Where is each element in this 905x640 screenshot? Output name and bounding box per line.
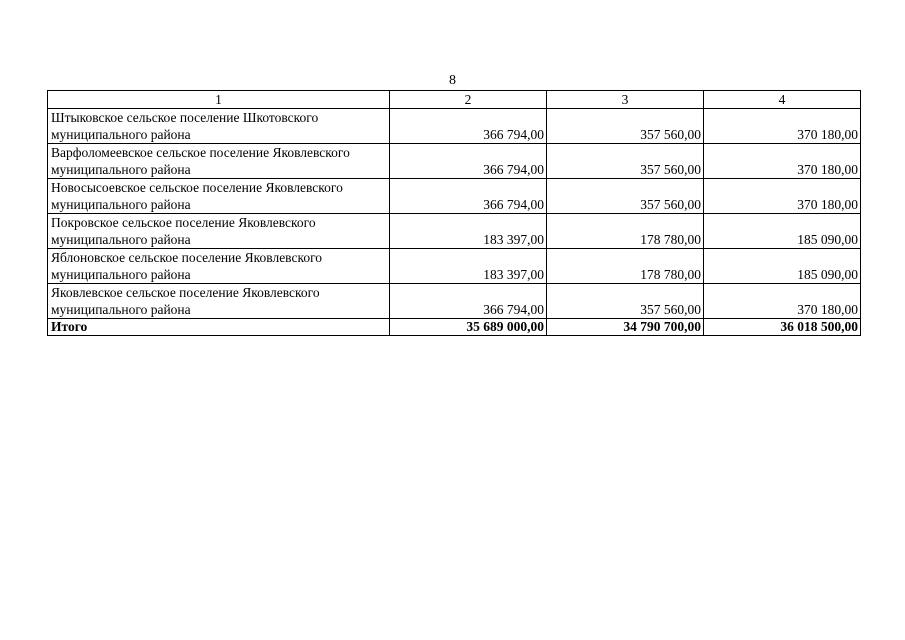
total-label: Итого [48, 319, 390, 336]
table-row [48, 144, 861, 179]
amount-col-4: 370 180,00 [704, 109, 861, 144]
amount-col-4: 370 180,00 [704, 179, 861, 214]
amount-col-4: 185 090,00 [704, 249, 861, 284]
amount-col-2: 366 794,00 [390, 144, 547, 179]
column-header-1: 1 [48, 91, 390, 109]
total-col-2: 35 689 000,00 [390, 319, 547, 336]
column-header-3: 3 [547, 91, 704, 109]
amount-col-3: 357 560,00 [547, 144, 704, 179]
column-header-2: 2 [390, 91, 547, 109]
amount-col-3: 357 560,00 [547, 179, 704, 214]
table-row [48, 214, 861, 249]
amount-col-3: 357 560,00 [547, 284, 704, 319]
table-row [48, 179, 861, 214]
allocation-table [47, 90, 861, 336]
total-col-4: 36 018 500,00 [704, 319, 861, 336]
table-row [48, 249, 861, 284]
column-header-4: 4 [704, 91, 861, 109]
settlement-name: Покровское сельское поселение Яковлевского муниципального района [48, 214, 390, 249]
page-number: 8 [449, 73, 456, 88]
amount-col-4: 370 180,00 [704, 284, 861, 319]
amount-col-2: 183 397,00 [390, 249, 547, 284]
amount-col-3: 178 780,00 [547, 214, 704, 249]
total-col-3: 34 790 700,00 [547, 319, 704, 336]
settlement-name: Яблоновское сельское поселение Яковлевского муниципального района [48, 249, 390, 284]
settlement-name: Варфоломеевское сельское поселение Яковлевского муниципального района [48, 144, 390, 179]
settlement-name: Новосысоевское сельское поселение Яковлевского муниципального района [48, 179, 390, 214]
amount-col-4: 370 180,00 [704, 144, 861, 179]
table-header-row [48, 91, 861, 109]
amount-col-2: 183 397,00 [390, 214, 547, 249]
amount-col-4: 185 090,00 [704, 214, 861, 249]
table-row [48, 109, 861, 144]
amount-col-3: 178 780,00 [547, 249, 704, 284]
total-row [48, 319, 861, 336]
amount-col-3: 357 560,00 [547, 109, 704, 144]
amount-col-2: 366 794,00 [390, 109, 547, 144]
amount-col-2: 366 794,00 [390, 179, 547, 214]
settlement-name: Штыковское сельское поселение Шкотовского муниципального района [48, 109, 390, 144]
settlement-name: Яковлевское сельское поселение Яковлевского муниципального района [48, 284, 390, 319]
amount-col-2: 366 794,00 [390, 284, 547, 319]
table-row [48, 284, 861, 319]
